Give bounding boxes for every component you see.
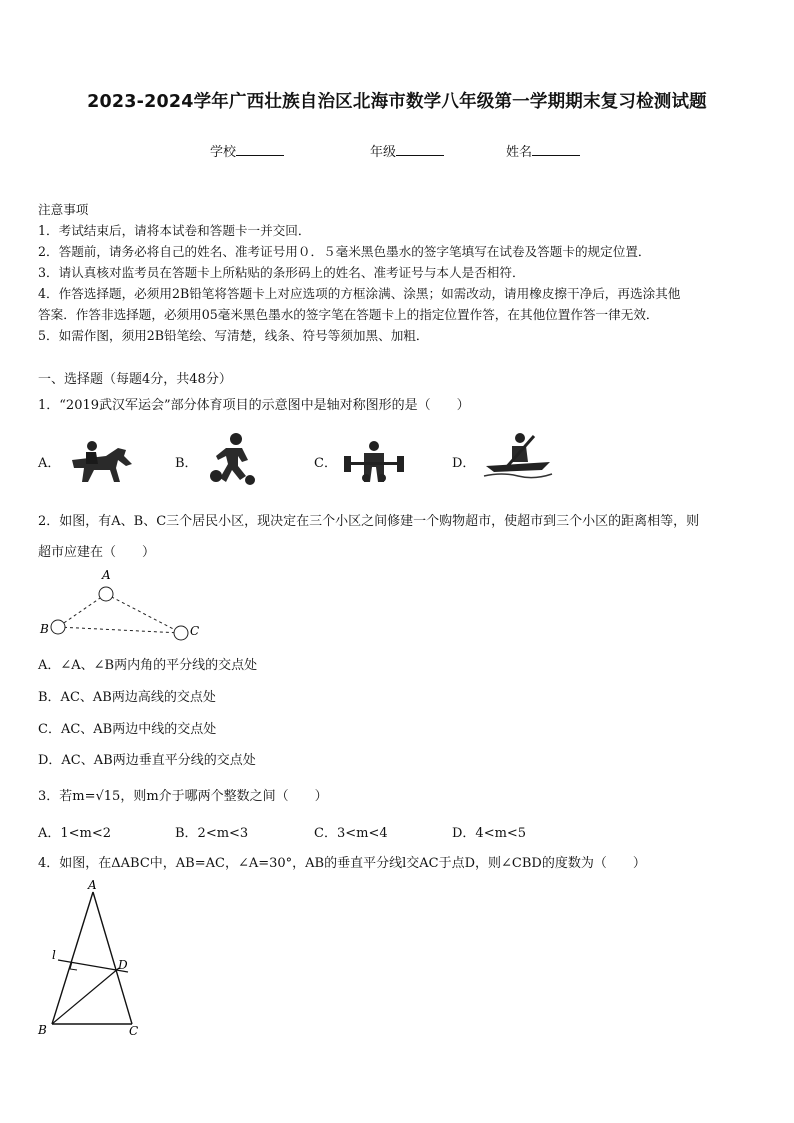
- grade-field: [370, 141, 444, 160]
- question-2-stem-line1: 2．如图，有A、B、C三个居民小区，现决定在三个小区之间修建一个购物超市，使超市到三个小区的距离相等，则: [38, 514, 700, 529]
- q2-option-b: B．AC、AB两边高线的交点处: [38, 690, 216, 705]
- notice-item: 3．请认真核对监考员在答题卡上所粘贴的条形码上的姓名、准考证号与本人是否相符．: [38, 265, 525, 280]
- q3-option-d: D．4<m<5: [452, 826, 527, 841]
- q1-option-d-label: D．: [452, 456, 476, 471]
- notice-item: 4．作答选择题，必须用2B铅笔将答题卡上对应选项的方框涂满、涂黑；如需改动，请用橡皮擦干净后，再选涂其他: [38, 286, 681, 301]
- q4-point-d-label: D: [118, 958, 128, 972]
- equestrian-icon: [66, 438, 138, 486]
- q2-triangle-figure: [36, 566, 216, 646]
- question-2-stem-line2: 超市应建在（ ）: [38, 545, 156, 560]
- name-label: 姓名: [506, 145, 533, 160]
- q4-triangle-figure: [34, 878, 154, 1044]
- q4-point-b-label: B: [38, 1023, 47, 1037]
- q2-option-d: D．AC、AB两边垂直平分线的交点处: [38, 753, 256, 768]
- football-player-icon: [204, 432, 264, 488]
- q2-point-b-label: B: [40, 622, 49, 636]
- q4-point-c-label: C: [129, 1024, 139, 1038]
- page-title: 2023-2024学年广西壮族自治区北海市数学八年级第一学期期末复习检测试题: [87, 92, 707, 112]
- q2-option-a: A．∠A、∠B两内角的平分线的交点处: [38, 658, 258, 673]
- kayaker-icon: [482, 432, 554, 480]
- q3-option-c: C．3<m<4: [314, 826, 388, 841]
- name-field: [506, 141, 580, 160]
- grade-label: 年级: [370, 145, 397, 160]
- q4-point-a-label: A: [88, 878, 97, 892]
- q3-option-b: B．2<m<3: [175, 826, 249, 841]
- question-3-stem: 3．若m=√15，则m介于哪两个整数之间（ ）: [38, 789, 328, 804]
- grade-blank: [396, 143, 444, 156]
- school-blank: [236, 143, 284, 156]
- q4-line-l-label: l: [52, 948, 56, 962]
- notice-item: 2．答题前，请务必将自己的姓名、准考证号用０．５毫米黑色墨水的签字笔填写在试卷及答题卡的规定位置．: [38, 244, 651, 259]
- question-1-stem: 1．“2019武汉军运会”部分体育项目的示意图中是轴对称图形的是（ ）: [38, 398, 470, 413]
- notice-item: 1．考试结束后，请将本试卷和答题卡一并交回．: [38, 223, 311, 238]
- q2-point-a-label: A: [102, 568, 111, 582]
- weightlifter-icon: [342, 440, 406, 484]
- question-4-stem: 4．如图，在ΔABC中，AB=AC，∠A=30°，AB的垂直平分线l交AC于点D，则∠CBD的度数为（ ）: [38, 856, 646, 871]
- school-field: [210, 141, 284, 160]
- school-label: 学校: [210, 145, 237, 160]
- notice-heading: 注意事项: [38, 202, 89, 217]
- q2-point-c-label: C: [190, 624, 200, 638]
- q1-option-c-label: C．: [314, 456, 337, 471]
- q1-option-a-label: A．: [38, 456, 61, 471]
- notice-item: 答案．作答非选择题，必须用05毫米黑色墨水的签字笔在答题卡上的指定位置作答，在其他位置作答一律无效．: [38, 307, 659, 322]
- notice-item: 5．如需作图，须用2B铅笔绘、写清楚，线条、符号等须加黑、加粗．: [38, 328, 429, 343]
- name-blank: [532, 143, 580, 156]
- q3-option-a: A．1<m<2: [38, 826, 112, 841]
- section-heading: 一、选择题（每题4分，共48分）: [38, 372, 232, 387]
- q2-option-c: C．AC、AB两边中线的交点处: [38, 722, 217, 737]
- q1-option-b-label: B．: [175, 456, 198, 471]
